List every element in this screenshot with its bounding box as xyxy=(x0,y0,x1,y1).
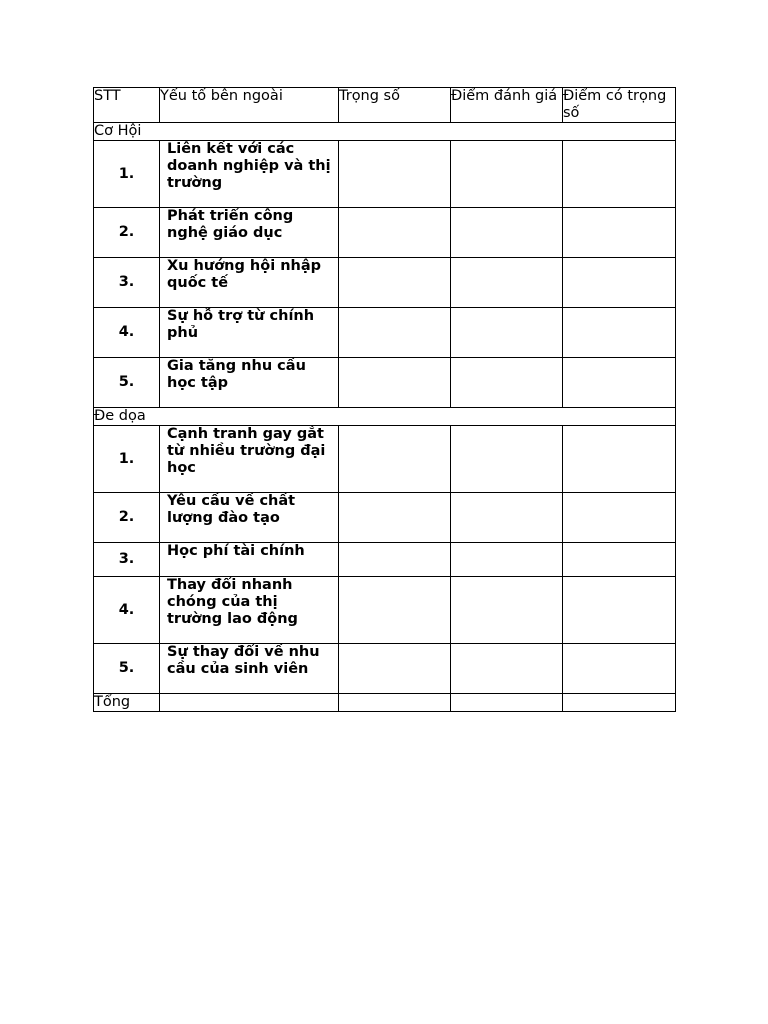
row-number: 3. xyxy=(94,258,160,308)
row-number: 1. xyxy=(94,426,160,493)
factor-cell: Gia tăng nhu cầu học tập xyxy=(160,358,339,408)
table-row xyxy=(94,141,676,208)
table-row xyxy=(94,258,676,308)
section-label: Cơ Hội xyxy=(94,123,676,141)
weight-cell[interactable] xyxy=(339,493,451,543)
header-weight: Trọng số xyxy=(339,88,451,123)
total-label: Tổng xyxy=(94,694,160,712)
weighted-score-cell[interactable] xyxy=(563,426,676,493)
table-row xyxy=(94,493,676,543)
factor-cell: Sự hỗ trợ từ chính phủ xyxy=(160,308,339,358)
table-row xyxy=(94,577,676,644)
table-row xyxy=(94,308,676,358)
row-number: 4. xyxy=(94,308,160,358)
section-row-opportunities xyxy=(94,123,676,141)
rating-cell[interactable] xyxy=(451,543,563,577)
total-factor-cell xyxy=(160,694,339,712)
weight-cell[interactable] xyxy=(339,426,451,493)
total-weight-cell[interactable] xyxy=(339,694,451,712)
header-factor: Yếu tố bên ngoài xyxy=(160,88,339,123)
ife-matrix-table xyxy=(93,87,676,712)
header-rating: Điểm đánh giá xyxy=(451,88,563,123)
rating-cell[interactable] xyxy=(451,208,563,258)
table-row xyxy=(94,208,676,258)
weighted-score-cell[interactable] xyxy=(563,493,676,543)
weight-cell[interactable] xyxy=(339,577,451,644)
row-number: 1. xyxy=(94,141,160,208)
weighted-score-cell[interactable] xyxy=(563,141,676,208)
row-number: 3. xyxy=(94,543,160,577)
weighted-score-cell[interactable] xyxy=(563,258,676,308)
factor-cell: Liên kết với các doanh nghiệp và thị trường xyxy=(160,141,339,208)
table-row xyxy=(94,358,676,408)
row-number: 5. xyxy=(94,358,160,408)
section-label: Đe dọa xyxy=(94,408,676,426)
row-number: 2. xyxy=(94,493,160,543)
factor-cell: Cạnh tranh gay gắt từ nhiều trường đại học xyxy=(160,426,339,493)
factor-cell: Học phí tài chính xyxy=(160,543,339,577)
header-stt: STT xyxy=(94,88,160,123)
rating-cell[interactable] xyxy=(451,577,563,644)
header-row xyxy=(94,88,676,123)
factor-cell: Thay đổi nhanh chóng của thị trường lao động xyxy=(160,577,339,644)
factor-cell: Phát triển công nghệ giáo dục xyxy=(160,208,339,258)
rating-cell[interactable] xyxy=(451,358,563,408)
rating-cell[interactable] xyxy=(451,644,563,694)
table-row xyxy=(94,543,676,577)
rating-cell[interactable] xyxy=(451,141,563,208)
weighted-score-cell[interactable] xyxy=(563,308,676,358)
weighted-score-cell[interactable] xyxy=(563,577,676,644)
weighted-score-cell[interactable] xyxy=(563,358,676,408)
total-weighted-score-cell[interactable] xyxy=(563,694,676,712)
row-number: 4. xyxy=(94,577,160,644)
rating-cell[interactable] xyxy=(451,258,563,308)
rating-cell[interactable] xyxy=(451,493,563,543)
factor-cell: Yêu cầu về chất lượng đào tạo xyxy=(160,493,339,543)
rating-cell[interactable] xyxy=(451,308,563,358)
weighted-score-cell[interactable] xyxy=(563,644,676,694)
total-rating-cell[interactable] xyxy=(451,694,563,712)
weight-cell[interactable] xyxy=(339,543,451,577)
section-row-threats xyxy=(94,408,676,426)
total-row xyxy=(94,694,676,712)
weight-cell[interactable] xyxy=(339,308,451,358)
table-row xyxy=(94,426,676,493)
weighted-score-cell[interactable] xyxy=(563,543,676,577)
weight-cell[interactable] xyxy=(339,358,451,408)
rating-cell[interactable] xyxy=(451,426,563,493)
factor-cell: Sự thay đổi về nhu cầu của sinh viên xyxy=(160,644,339,694)
weight-cell[interactable] xyxy=(339,644,451,694)
weighted-score-cell[interactable] xyxy=(563,208,676,258)
weight-cell[interactable] xyxy=(339,141,451,208)
row-number: 5. xyxy=(94,644,160,694)
header-weighted-score: Điểm có trọng số xyxy=(563,88,676,123)
weight-cell[interactable] xyxy=(339,208,451,258)
weight-cell[interactable] xyxy=(339,258,451,308)
row-number: 2. xyxy=(94,208,160,258)
table-row xyxy=(94,644,676,694)
factor-cell: Xu hướng hội nhập quốc tế xyxy=(160,258,339,308)
